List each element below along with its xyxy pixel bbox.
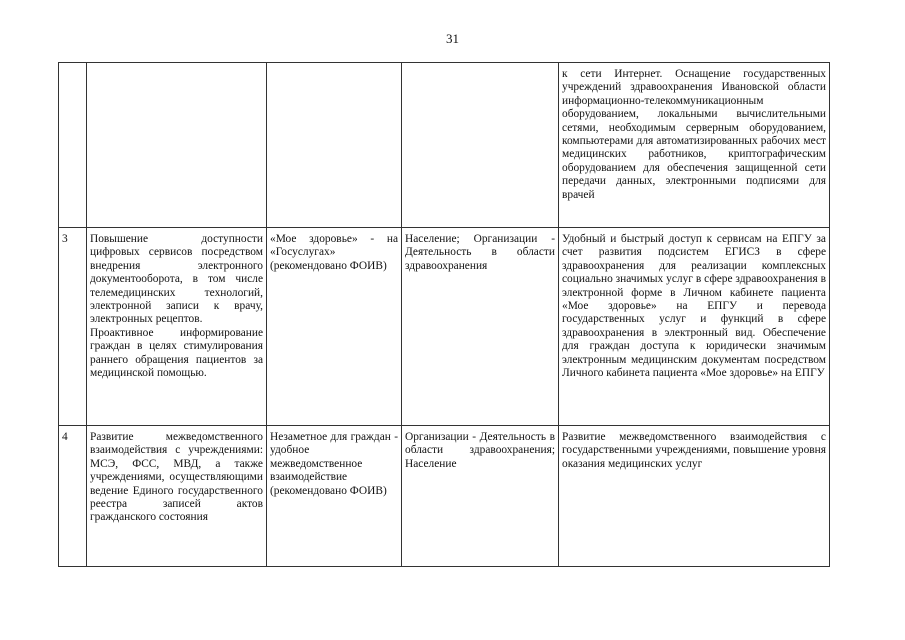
service-cell	[267, 63, 402, 228]
row-number-cell	[59, 63, 87, 228]
measure-paragraph: Повышение доступности цифровых сервисов посредством внедрения электронного документооборота, в том числе телемедицинских технологий, электронной записи к врачу, электронных рецептов.	[90, 233, 263, 326]
table-row	[59, 63, 830, 228]
row-number-cell: 3	[59, 228, 87, 426]
measure-cell	[87, 63, 267, 228]
result-cell: Удобный и быстрый доступ к сервисам на ЕПГУ за счет развития подсистем ЕГИСЗ в сфере здравоохранения для реализации комплексных социально значимых услуг в сфере здравоохранения в электронной форме в Личном кабинете пациента «Мое здоровье» на ЕПГУ и перевода государственных услуг и функций в сфере здравоохранения в электронный вид. Обеспечение для граждан доступа к юридически значимым электронным медицинским документам посредством Личного кабинета пациента «Мое здоровье» на ЕПГУ	[559, 228, 830, 426]
result-cell: к сети Интернет. Оснащение государственных учреждений здравоохранения Ивановской области информационно-телекоммуникационным оборудованием, локальными вычислительными сетями, необходимым серверным оборудованием, компьютерами для автоматизированных рабочих мест медицинских работников, криптографическим оборудованием для обеспечения защищенной сети передачи данных, электронными подписями для врачей	[559, 63, 830, 228]
measure-cell	[87, 426, 267, 567]
measure-paragraph: Развитие межведомственного взаимодействия с учреждениями: МСЭ, ФСС, МВД, а также учреждениями, осуществляющими ведение Единого государственного реестра записей актов гражданского состояния	[90, 431, 263, 524]
measure-cell	[87, 228, 267, 426]
result-cell: Развитие межведомственного взаимодействия с государственными учреждениями, повышение уровня оказания медицинских услуг	[559, 426, 830, 567]
page-number: 31	[446, 31, 459, 46]
measure-paragraph: Проактивное информирование граждан в целях стимулирования раннего обращения пациентов за медицинской помощью.	[90, 326, 263, 380]
target-group-cell: Население; Организации - Деятельность в области здравоохранения	[402, 228, 559, 426]
measures-table	[58, 62, 830, 567]
service-cell: «Мое здоровье» - на «Госуслугах» (рекомендовано ФОИВ)	[267, 228, 402, 426]
service-cell: Незаметное для граждан - удобное межведомственное взаимодействие (рекомендовано ФОИВ)	[267, 426, 402, 567]
row-number-cell: 4	[59, 426, 87, 567]
table-row	[59, 426, 830, 567]
target-group-cell: Организации - Деятельность в области здравоохранения; Население	[402, 426, 559, 567]
target-group-cell	[402, 63, 559, 228]
table-row	[59, 228, 830, 426]
